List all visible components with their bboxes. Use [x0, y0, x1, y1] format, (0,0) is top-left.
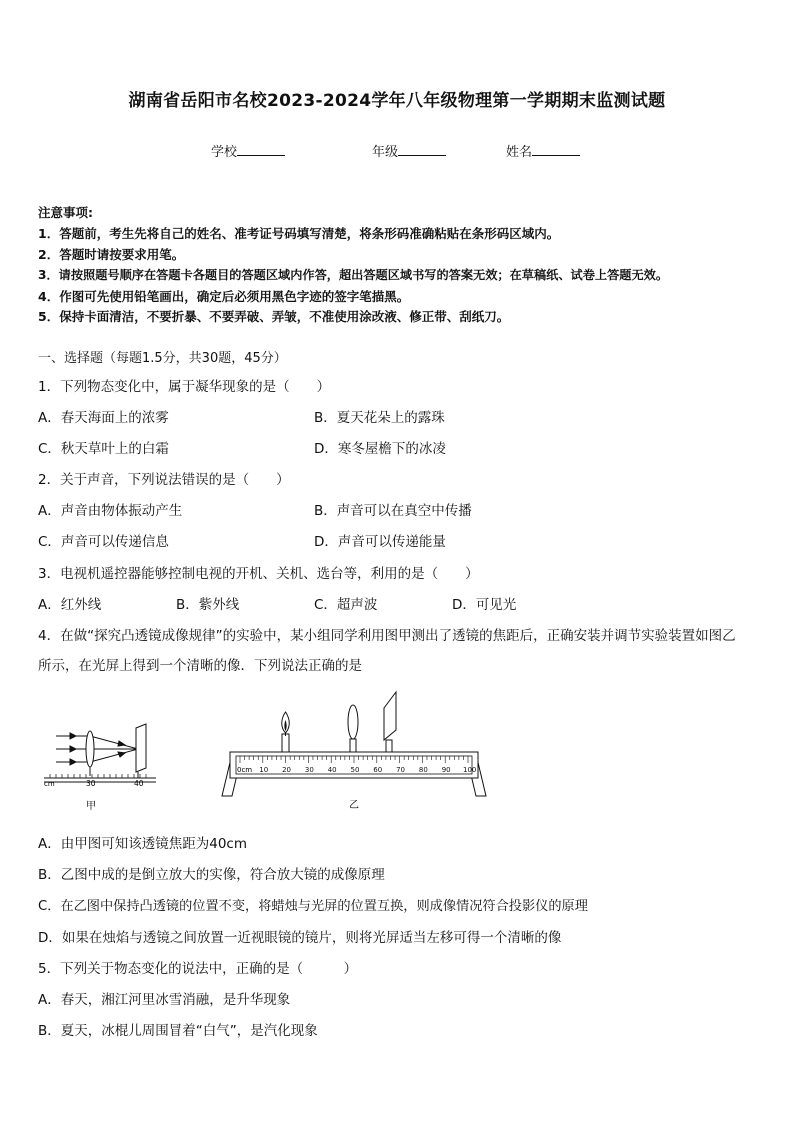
- fig-jia-unit: cm: [44, 780, 55, 788]
- q2-option-a[interactable]: A．声音由物体振动产生: [38, 503, 183, 519]
- page-title: 湖南省岳阳市名校2023-2024学年八年级物理第一学期期末监测试题: [128, 91, 666, 111]
- school-field[interactable]: [211, 141, 285, 160]
- bench-tick-label: 20: [282, 766, 292, 774]
- question-4-stem-line1: 4．在做“探究凸透镜成像规律”的实验中，某小组同学利用图甲测出了透镜的焦距后，正确安装并调节实验装置如图乙: [38, 628, 736, 644]
- question-5-stem: 5．下列关于物态变化的说法中，正确的是（ ）: [38, 961, 358, 977]
- note-item: 1．答题前，考生先将自己的姓名、准考证号码填写清楚，将条形码准确粘贴在条形码区域内。: [38, 226, 560, 241]
- q1-option-c[interactable]: C．秋天草叶上的白霜: [38, 441, 169, 457]
- q4-option-a[interactable]: A．由甲图可知该透镜焦距为40cm: [38, 836, 247, 852]
- q3-option-d[interactable]: D．可见光: [452, 597, 517, 613]
- section-heading: 一、选择题（每题1.5分，共30题，45分）: [38, 351, 287, 366]
- name-blank[interactable]: [532, 143, 580, 156]
- grade-blank[interactable]: [398, 143, 446, 156]
- bench-tick-label: 90: [441, 766, 451, 774]
- bench-tick-label: 10: [259, 766, 269, 774]
- q2-option-b[interactable]: B．声音可以在真空中传播: [314, 503, 472, 519]
- note-item: 5．保持卡面清洁，不要折暴、不要弄破、弄皱，不准使用涂改液、修正带、刮纸刀。: [38, 309, 510, 324]
- name-label: 姓名: [506, 145, 533, 160]
- fig-yi-caption: 乙: [349, 800, 359, 811]
- q1-option-b[interactable]: B．夏天花朵上的露珠: [314, 410, 445, 426]
- note-item: 2．答题时请按要求用笔。: [38, 247, 185, 262]
- notes-title: 注意事项:: [38, 205, 93, 220]
- bench-tick-label: 70: [396, 766, 406, 774]
- fig-jia-tick: 40: [134, 779, 144, 788]
- grade-field[interactable]: [372, 141, 446, 160]
- bench-tick-label: 40: [327, 766, 337, 774]
- q3-option-b[interactable]: B．紫外线: [176, 597, 240, 613]
- q3-option-a[interactable]: A．红外线: [38, 597, 102, 613]
- note-item: 4．作图可先使用铅笔画出，确定后必须用黑色字迹的签字笔描黑。: [38, 289, 410, 304]
- q2-option-d[interactable]: D．声音可以传递能量: [314, 534, 446, 550]
- q1-option-a[interactable]: A．春天海面上的浓雾: [38, 410, 169, 426]
- q4-option-b[interactable]: B．乙图中成的是倒立放大的实像，符合放大镜的成像原理: [38, 867, 385, 883]
- note-item: 3．请按照题号顺序在答题卡各题目的答题区域内作答，超出答题区域书写的答案无效；在草稿纸、试卷上答题无效。: [38, 268, 669, 282]
- figure-yi-optical-bench: [218, 690, 492, 812]
- bench-tick-label: 50: [350, 766, 360, 774]
- q5-option-b[interactable]: B．夏天，冰棍儿周围冒着“白气”，是汽化现象: [38, 1023, 318, 1039]
- fig-jia-caption: 甲: [86, 801, 96, 812]
- school-blank[interactable]: [237, 143, 285, 156]
- bench-tick-label: 60: [373, 766, 383, 774]
- q2-option-c[interactable]: C．声音可以传递信息: [38, 534, 169, 550]
- bench-tick-label: 30: [304, 766, 314, 774]
- q5-option-a[interactable]: A．春天，湘江河里冰雪消融，是升华现象: [38, 992, 291, 1008]
- bench-tick-label: 80: [418, 766, 428, 774]
- bench-tick-label: 100: [463, 766, 477, 774]
- question-4-stem-line2: 所示，在光屏上得到一个清晰的像．下列说法正确的是: [38, 658, 362, 674]
- question-3-stem: 3．电视机遥控器能够控制电视的开机、关机、选台等，利用的是（ ）: [38, 566, 479, 582]
- grade-label: 年级: [372, 145, 399, 160]
- question-1-stem: 1．下列物态变化中，属于凝华现象的是（ ）: [38, 379, 331, 395]
- q3-option-c[interactable]: C．超声波: [314, 597, 378, 613]
- q4-option-d[interactable]: D．如果在烛焰与透镜之间放置一近视眼镜的镜片，则将光屏适当左移可得一个清晰的像: [38, 930, 562, 946]
- q1-option-d[interactable]: D．寒冬屋檐下的冰凌: [314, 441, 446, 457]
- school-label: 学校: [211, 145, 238, 160]
- fig-yi-start: 0cm: [237, 766, 253, 774]
- question-2-stem: 2．关于声音，下列说法错误的是（ ）: [38, 472, 290, 488]
- q4-option-c[interactable]: C．在乙图中保持凸透镜的位置不变，将蜡烛与光屏的位置互换，则成像情况符合投影仪的原理: [38, 899, 588, 914]
- figure-jia-focal-length: [40, 716, 160, 816]
- name-field[interactable]: [506, 141, 580, 160]
- fig-jia-tick: 30: [86, 779, 96, 788]
